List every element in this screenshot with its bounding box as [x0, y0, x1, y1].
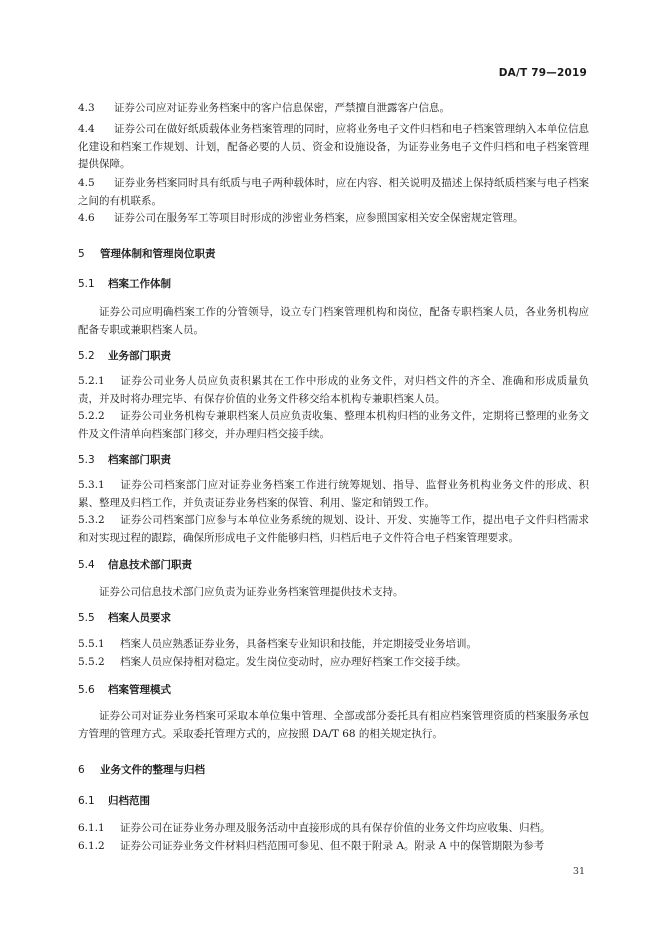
clause-text: 证券公司在证券业务办理及服务活动中直接形成的具有保存价值的业务文件均应收集、归档。 [120, 822, 551, 834]
paragraph-text: 证券公司信息技术部门应负责为证券业务档案管理提供技术支持。 [99, 586, 404, 598]
clause-number: 5.3.2 [78, 514, 105, 526]
heading-number: 6 [78, 764, 85, 776]
paragraph-5-6 [78, 708, 589, 743]
clause-text: 证券公司在服务军工等项目时形成的涉密业务档案，应参照国家相关安全保密规定管理。 [114, 212, 524, 224]
heading-number: 5.4 [78, 559, 95, 571]
clause-text: 证券业务档案同时具有纸质与电子两种载体时，应在内容、相关说明及描述上保持纸质档案与电子档案之间的有机联系。 [78, 177, 589, 207]
section-heading-6-1 [78, 793, 589, 811]
clause-number: 5.5.2 [78, 656, 105, 668]
section-heading-5-3 [78, 452, 589, 470]
clause-5-5-1 [78, 636, 589, 654]
clause-text: 证券公司业务人员应负责积累其在工作中形成的业务文件，对归档文件的齐全、准确和形成质量负责，并及时将办理完毕、有保存价值的业务文件移交给本机构专兼职档案人员。 [78, 375, 589, 405]
heading-number: 5.6 [78, 684, 95, 696]
clause-5-2-2 [78, 408, 589, 443]
section-heading-5 [78, 246, 589, 264]
heading-text: 信息技术部门职责 [108, 559, 192, 571]
clause-number: 5.5.1 [78, 638, 105, 650]
heading-number: 5.5 [78, 612, 95, 624]
clause-number: 5.2.2 [78, 410, 105, 422]
clause-number: 5.2.1 [78, 375, 105, 387]
clause-number: 4.3 [78, 102, 95, 114]
heading-text: 档案部门职责 [108, 454, 171, 466]
section-heading-5-2 [78, 348, 589, 366]
section-heading-5-1 [78, 276, 589, 294]
clause-5-5-2 [78, 654, 589, 672]
clause-6-1-2 [78, 838, 589, 856]
document-standard-number: DA/T 79—2019 [498, 67, 587, 79]
clause-number: 4.6 [78, 212, 95, 224]
heading-number: 6.1 [78, 795, 95, 807]
clause-4-6 [78, 210, 589, 228]
heading-text: 归档范围 [108, 795, 150, 807]
clause-6-1-1 [78, 820, 589, 838]
clause-text: 证券公司应对证券业务档案中的客户信息保密，严禁擅自泄露客户信息。 [114, 102, 450, 114]
clause-number: 4.4 [78, 123, 95, 135]
paragraph-text: 证券公司对证券业务档案可采取本单位集中管理、全部或部分委托具有相应档案管理资质的档案服务承包方管理的管理方式。采取委托管理方式的，应按照 DA/T 68 的相关规定执行。 [78, 710, 589, 740]
heading-text: 档案人员要求 [108, 612, 171, 624]
clause-text: 证券公司业务机构专兼职档案人员应负责收集、整理本机构归档的业务文件，定期将已整理的业务文件及文件清单向档案部门移交，并办理归档交接手续。 [78, 410, 589, 440]
heading-text: 业务文件的整理与归档 [100, 764, 205, 776]
section-heading-5-6 [78, 682, 589, 700]
heading-number: 5.1 [78, 278, 95, 290]
paragraph-5-1 [78, 304, 589, 339]
page-number: 31 [572, 866, 585, 877]
clause-5-3-1 [78, 477, 589, 512]
section-heading-5-5 [78, 610, 589, 628]
paragraph-5-4 [78, 584, 589, 602]
clause-4-4 [78, 121, 589, 174]
clause-number: 5.3.1 [78, 479, 105, 491]
clause-text: 证券公司在做好纸质载体业务档案管理的同时，应将业务电子文件归档和电子档案管理纳入本单位信息化建设和档案工作规划、计划，配备必要的人员、资金和设施设备，为证券业务电子文件归档和电子档案管理提供保障。 [78, 123, 589, 170]
clause-text: 证券公司档案部门应参与本单位业务系统的规划、设计、开发、实施等工作，提出电子文件归档需求和对实现过程的跟踪，确保所形成电子文件能够归档，归档后电子文件符合电子档案管理要求。 [78, 514, 589, 544]
clause-text: 档案人员应保持相对稳定。发生岗位变动时，应办理好档案工作交接手续。 [120, 656, 467, 668]
heading-text: 管理体制和管理岗位职责 [100, 248, 216, 260]
clause-number: 6.1.2 [78, 840, 105, 852]
clause-text: 证券公司证券业务文件材料归档范围可参见、但不限于附录 A。附录 A 中的保管期限为参考 [120, 840, 545, 852]
clause-text: 档案人员应熟悉证券业务，具备档案专业知识和技能，并定期接受业务培训。 [120, 638, 477, 650]
clause-text: 证券公司档案部门应对证券业务档案工作进行统筹规划、指导、监督业务机构业务文件的形成、积累、整理及归档工作，并负责证券业务档案的保管、利用、鉴定和销毁工作。 [78, 479, 589, 509]
paragraph-text: 证券公司应明确档案工作的分管领导，设立专门档案管理机构和岗位，配备专职档案人员，各业务机构应配备专职或兼职档案人员。 [78, 306, 589, 336]
clause-4-3 [78, 100, 589, 118]
clause-number: 6.1.1 [78, 822, 105, 834]
heading-number: 5 [78, 248, 85, 260]
clause-4-5 [78, 175, 589, 210]
heading-text: 档案工作体制 [108, 278, 171, 290]
heading-text: 业务部门职责 [108, 350, 171, 362]
heading-number: 5.2 [78, 350, 95, 362]
heading-text: 档案管理模式 [108, 684, 171, 696]
clause-number: 4.5 [78, 177, 95, 189]
section-heading-6 [78, 762, 589, 780]
clause-5-2-1 [78, 373, 589, 408]
section-heading-5-4 [78, 557, 589, 575]
clause-5-3-2 [78, 512, 589, 547]
heading-number: 5.3 [78, 454, 95, 466]
